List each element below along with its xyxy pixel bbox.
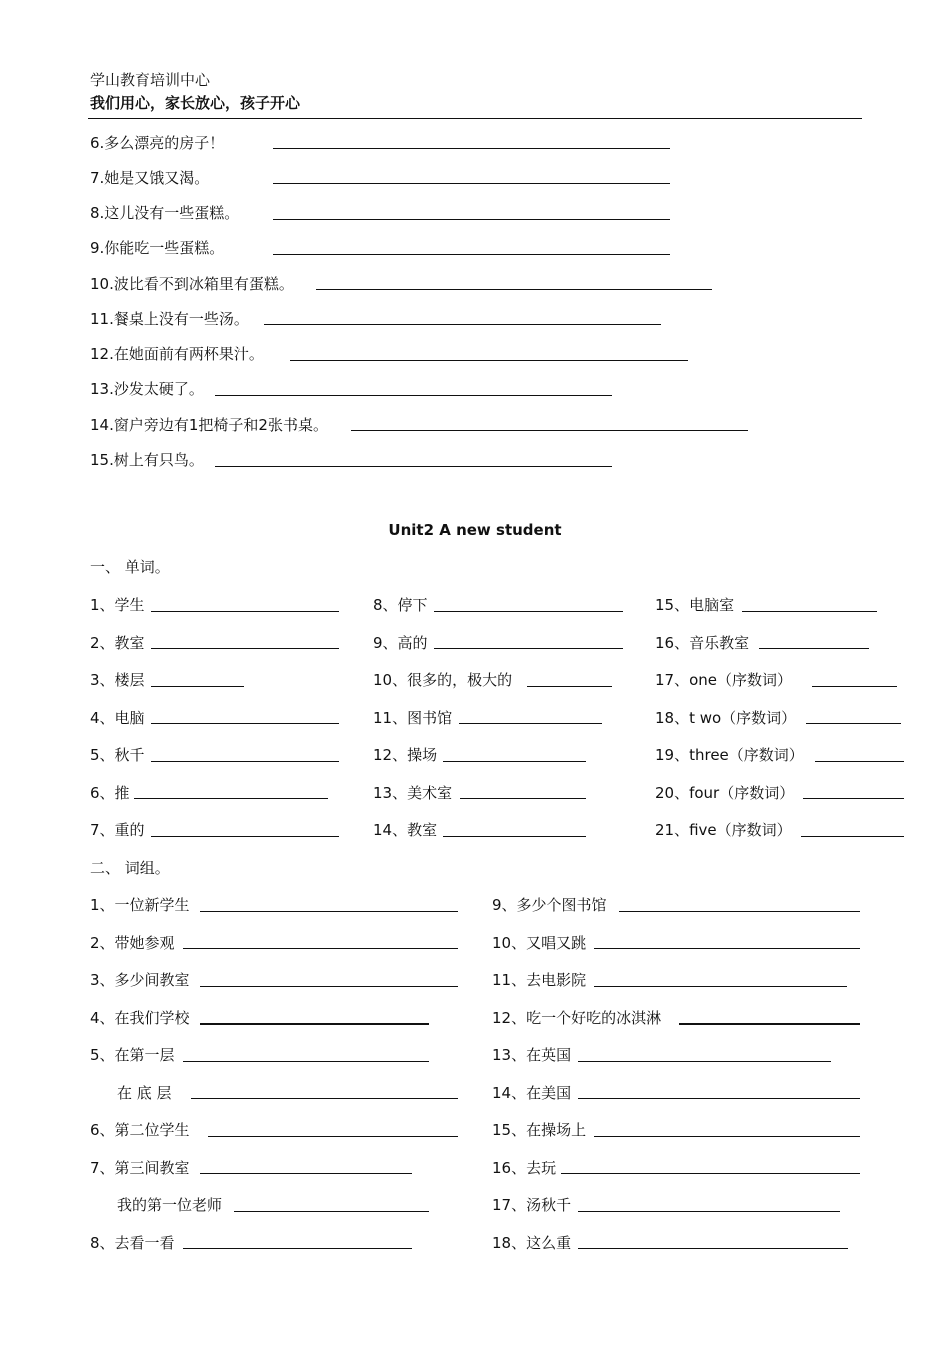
phrase-item: 我的第一位老师 — [117, 1196, 223, 1214]
phrase-item: 18、这么重 — [492, 1234, 572, 1252]
word-item: 14、教室 — [373, 821, 438, 839]
word-item: 2、教室 — [90, 634, 145, 652]
phrase-item: 8、去看一看 — [90, 1234, 175, 1252]
answer-line[interactable] — [434, 648, 623, 649]
answer-line[interactable] — [215, 466, 612, 467]
word-item: 4、电脑 — [90, 709, 145, 727]
answer-line[interactable] — [200, 1023, 429, 1025]
answer-line[interactable] — [351, 430, 748, 431]
unit-title: Unit2 A new student — [388, 521, 562, 539]
translate-item: 9.你能吃一些蛋糕。 — [90, 239, 225, 257]
phrase-item: 15、在操场上 — [492, 1121, 587, 1139]
phrase-item: 16、去玩 — [492, 1159, 557, 1177]
phrase-item: 13、在英国 — [492, 1046, 572, 1064]
phrase-item: 14、在美国 — [492, 1084, 572, 1102]
answer-line[interactable] — [459, 723, 602, 724]
phrase-item: 17、汤秋千 — [492, 1196, 572, 1214]
word-item: 10、很多的，极大的 — [373, 671, 513, 689]
translate-item: 8.这儿没有一些蛋糕。 — [90, 204, 240, 222]
answer-line[interactable] — [578, 1098, 860, 1099]
word-item: 11、图书馆 — [373, 709, 453, 727]
phrase-item: 7、第三间教室 — [90, 1159, 190, 1177]
answer-line[interactable] — [806, 723, 901, 724]
phrase-item: 在 底 层 — [117, 1084, 172, 1102]
answer-line[interactable] — [134, 798, 328, 799]
answer-line[interactable] — [759, 648, 869, 649]
word-item: 7、重的 — [90, 821, 145, 839]
answer-line[interactable] — [290, 360, 688, 361]
answer-line[interactable] — [183, 1061, 429, 1062]
answer-line[interactable] — [578, 1248, 848, 1249]
answer-line[interactable] — [200, 986, 458, 987]
answer-line[interactable] — [234, 1211, 429, 1212]
answer-line[interactable] — [151, 648, 339, 649]
answer-line[interactable] — [815, 761, 904, 762]
word-item: 5、秋千 — [90, 746, 145, 764]
word-item: 8、停下 — [373, 596, 428, 614]
answer-line[interactable] — [316, 289, 712, 290]
translate-item: 7.她是又饿又渴。 — [90, 169, 210, 187]
phrase-item: 10、又唱又跳 — [492, 934, 587, 952]
word-item: 12、操场 — [373, 746, 438, 764]
answer-line[interactable] — [200, 1173, 412, 1174]
answer-line[interactable] — [273, 254, 670, 255]
section-heading-phrases: 二、 词组。 — [90, 859, 170, 877]
answer-line[interactable] — [594, 986, 847, 987]
word-item: 20、four（序数词） — [655, 784, 795, 802]
word-item: 3、楼层 — [90, 671, 145, 689]
answer-line[interactable] — [183, 948, 458, 949]
answer-line[interactable] — [578, 1061, 831, 1062]
answer-line[interactable] — [151, 723, 339, 724]
word-item: 15、电脑室 — [655, 596, 735, 614]
answer-line[interactable] — [443, 761, 586, 762]
phrase-item: 3、多少间教室 — [90, 971, 190, 989]
answer-line[interactable] — [151, 761, 339, 762]
answer-line[interactable] — [742, 611, 877, 612]
phrase-item: 6、第二位学生 — [90, 1121, 190, 1139]
answer-line[interactable] — [679, 1023, 860, 1025]
answer-line[interactable] — [151, 836, 339, 837]
answer-line[interactable] — [151, 686, 244, 687]
answer-line[interactable] — [460, 798, 586, 799]
phrase-item: 1、一位新学生 — [90, 896, 190, 914]
answer-line[interactable] — [578, 1211, 840, 1212]
answer-line[interactable] — [183, 1248, 412, 1249]
translate-item: 15.树上有只鸟。 — [90, 451, 204, 469]
answer-line[interactable] — [273, 148, 670, 149]
answer-line[interactable] — [619, 911, 860, 912]
phrase-item: 12、吃一个好吃的冰淇淋 — [492, 1009, 662, 1027]
header-rule — [88, 118, 862, 119]
answer-line[interactable] — [264, 324, 661, 325]
answer-line[interactable] — [801, 836, 904, 837]
phrase-item: 9、多少个图书馆 — [492, 896, 607, 914]
translate-item: 6.多么漂亮的房子！ — [90, 134, 225, 152]
word-item: 17、one（序数词） — [655, 671, 793, 689]
answer-line[interactable] — [434, 611, 623, 612]
translate-item: 14.窗户旁边有1把椅子和2张书桌。 — [90, 416, 328, 434]
answer-line[interactable] — [273, 183, 670, 184]
word-item: 13、美术室 — [373, 784, 453, 802]
answer-line[interactable] — [200, 911, 458, 912]
translate-item: 13.沙发太硬了。 — [90, 380, 204, 398]
phrase-item: 4、在我们学校 — [90, 1009, 190, 1027]
phrase-item: 5、在第一层 — [90, 1046, 175, 1064]
answer-line[interactable] — [527, 686, 612, 687]
answer-line[interactable] — [215, 395, 612, 396]
answer-line[interactable] — [812, 686, 897, 687]
word-item: 9、高的 — [373, 634, 428, 652]
section-heading-words: 一、 单词。 — [90, 558, 170, 576]
answer-line[interactable] — [191, 1098, 458, 1099]
word-item: 18、t wo（序数词） — [655, 709, 797, 727]
word-item: 21、five（序数词） — [655, 821, 792, 839]
word-item: 19、three（序数词） — [655, 746, 804, 764]
translate-item: 10.波比看不到冰箱里有蛋糕。 — [90, 275, 294, 293]
answer-line[interactable] — [594, 1136, 860, 1137]
word-item: 16、音乐教室 — [655, 634, 750, 652]
answer-line[interactable] — [443, 836, 586, 837]
answer-line[interactable] — [208, 1136, 458, 1137]
word-item: 6、推 — [90, 784, 130, 802]
phrase-item: 2、带她参观 — [90, 934, 175, 952]
answer-line[interactable] — [273, 219, 670, 220]
phrase-item: 11、去电影院 — [492, 971, 587, 989]
slogan: 我们用心，家长放心，孩子开心 — [90, 94, 301, 112]
answer-line[interactable] — [151, 611, 339, 612]
org-name: 学山教育培训中心 — [90, 71, 211, 89]
answer-line[interactable] — [594, 948, 860, 949]
word-item: 1、学生 — [90, 596, 145, 614]
answer-line[interactable] — [561, 1173, 860, 1174]
answer-line[interactable] — [803, 798, 904, 799]
translate-item: 12.在她面前有两杯果汁。 — [90, 345, 264, 363]
translate-item: 11.餐桌上没有一些汤。 — [90, 310, 249, 328]
